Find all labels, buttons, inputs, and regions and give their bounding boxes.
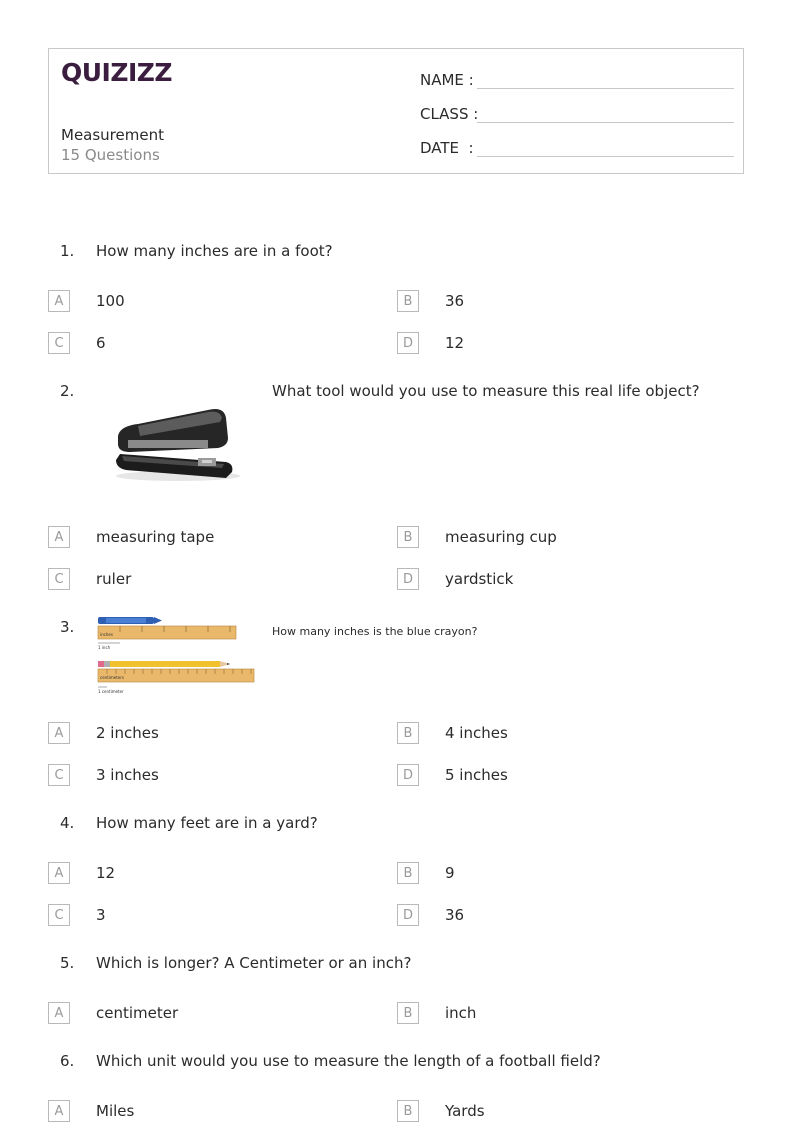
option-a[interactable] (48, 525, 214, 549)
option-letter: A (48, 526, 70, 548)
name-label: NAME : (420, 71, 474, 89)
class-line[interactable] (477, 104, 734, 123)
name-field[interactable] (420, 67, 734, 89)
option-text: yardstick (445, 570, 514, 588)
option-text: 3 (96, 906, 106, 924)
logo-text: QUIZIZZ (61, 57, 173, 87)
option-c[interactable] (48, 331, 106, 355)
option-b[interactable] (397, 1099, 485, 1123)
option-text: 9 (445, 864, 455, 882)
question-text: How many inches is the blue crayon? (272, 625, 478, 638)
option-letter: B (397, 1002, 419, 1024)
option-text: 6 (96, 334, 106, 352)
question-text: How many feet are in a yard? (96, 814, 318, 832)
date-label: DATE : (420, 139, 474, 157)
option-letter: D (397, 764, 419, 786)
question-number: 3. (60, 618, 75, 636)
ruler2-note-label: 1 centimeter (98, 689, 124, 694)
date-field[interactable] (420, 135, 734, 157)
option-letter: B (397, 526, 419, 548)
option-a[interactable] (48, 721, 159, 745)
option-b[interactable] (397, 289, 464, 313)
option-letter: D (397, 568, 419, 590)
question-number: 6. (60, 1052, 75, 1070)
option-letter: D (397, 332, 419, 354)
question-text: What tool would you use to measure this real life object? (272, 382, 700, 400)
option-text: 3 inches (96, 766, 159, 784)
question-count: 15 Questions (61, 146, 160, 164)
option-letter: B (397, 722, 419, 744)
option-letter: A (48, 1100, 70, 1122)
option-text: 12 (96, 864, 116, 882)
option-b[interactable] (397, 525, 557, 549)
stapler-image (108, 396, 248, 486)
option-text: 5 inches (445, 766, 508, 784)
option-c[interactable] (48, 903, 106, 927)
option-text: measuring cup (445, 528, 557, 546)
option-text: Yards (445, 1102, 485, 1120)
question-text: Which unit would you use to measure the length of a football field? (96, 1052, 601, 1070)
option-letter: D (397, 904, 419, 926)
option-letter: A (48, 722, 70, 744)
option-text: 12 (445, 334, 465, 352)
option-d[interactable] (397, 763, 508, 787)
option-a[interactable] (48, 861, 115, 885)
worksheet-title: Measurement (61, 126, 164, 144)
option-a[interactable] (48, 289, 125, 313)
worksheet-header (48, 48, 744, 174)
option-text: 36 (445, 292, 465, 310)
date-line[interactable] (477, 138, 734, 157)
question-number: 2. (60, 382, 75, 400)
question-text: How many inches are in a foot? (96, 242, 333, 260)
option-text: 2 inches (96, 724, 159, 742)
question-text: Which is longer? A Centimeter or an inch? (96, 954, 412, 972)
option-letter: A (48, 1002, 70, 1024)
option-c[interactable] (48, 567, 131, 591)
option-letter: B (397, 290, 419, 312)
rulers-image (96, 614, 256, 698)
option-d[interactable] (397, 903, 464, 927)
option-text: 100 (96, 292, 125, 310)
option-letter: A (48, 290, 70, 312)
option-text: 36 (445, 906, 465, 924)
option-letter: C (48, 764, 70, 786)
option-c[interactable] (48, 763, 159, 787)
option-letter: C (48, 332, 70, 354)
option-d[interactable] (397, 331, 464, 355)
option-text: measuring tape (96, 528, 215, 546)
option-b[interactable] (397, 721, 508, 745)
option-text: Miles (96, 1102, 135, 1120)
ruler1-unit-label: inches (100, 632, 113, 637)
option-b[interactable] (397, 1001, 476, 1025)
class-field[interactable] (420, 101, 734, 123)
quizizz-logo (61, 57, 172, 87)
option-letter: A (48, 862, 70, 884)
option-d[interactable] (397, 567, 513, 591)
option-a[interactable] (48, 1099, 134, 1123)
question-number: 1. (60, 242, 75, 260)
option-letter: C (48, 568, 70, 590)
option-letter: C (48, 904, 70, 926)
ruler2-unit-label: centimeters (100, 675, 124, 680)
question-number: 5. (60, 954, 75, 972)
option-b[interactable] (397, 861, 455, 885)
option-letter: B (397, 862, 419, 884)
option-a[interactable] (48, 1001, 178, 1025)
option-text: 4 inches (445, 724, 508, 742)
option-text: inch (445, 1004, 477, 1022)
option-text: centimeter (96, 1004, 179, 1022)
option-letter: B (397, 1100, 419, 1122)
question-number: 4. (60, 814, 75, 832)
name-line[interactable] (477, 70, 734, 89)
option-text: ruler (96, 570, 132, 588)
class-label: CLASS : (420, 105, 479, 123)
ruler1-note-label: 1 inch (98, 645, 111, 650)
